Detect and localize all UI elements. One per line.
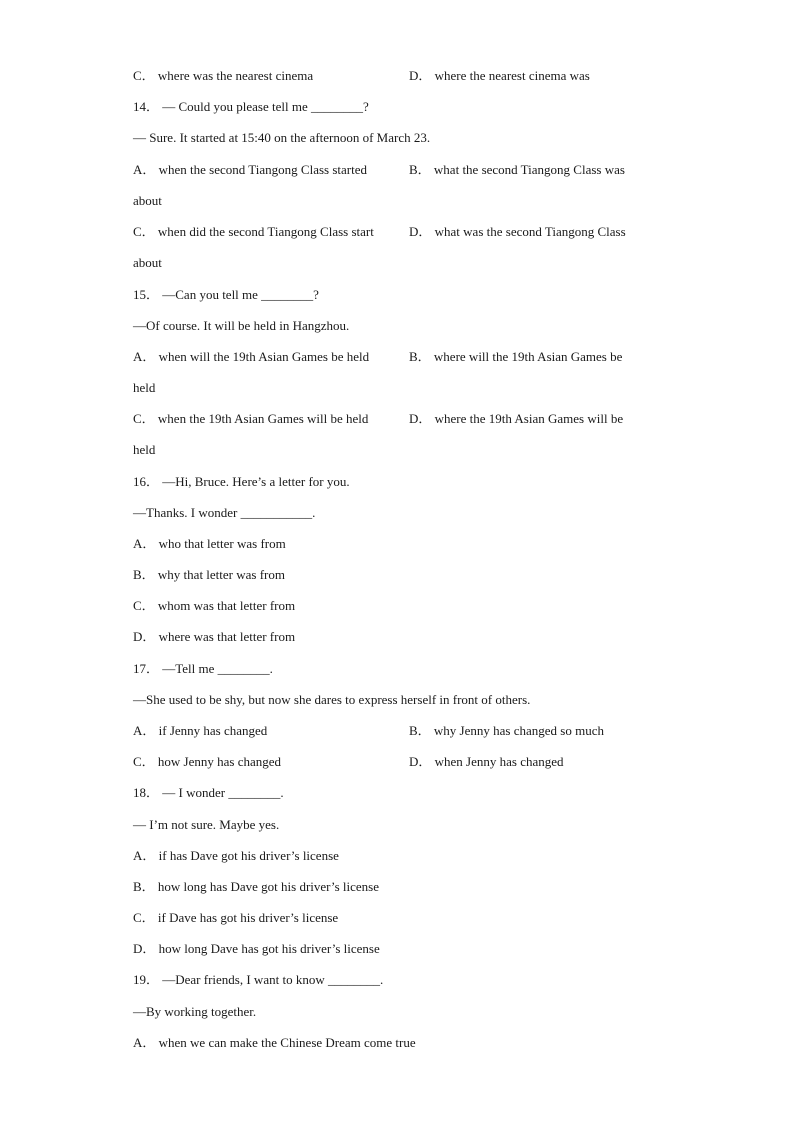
text-line [133,380,155,396]
line-text: 14． — Could you please tell me ________? [133,99,369,114]
line-text: A． when will the 19th Asian Games be held [133,349,370,364]
text-line [133,848,339,864]
text-line [133,1035,416,1051]
text-line [133,567,285,583]
text-line [133,474,350,490]
line-text: about [133,193,162,208]
text-line [133,941,380,957]
line-text: 19． —Dear friends, I want to know ________. [133,972,384,987]
line-text: —By working together. [133,1004,257,1019]
text-line [133,442,155,458]
text-line [133,349,623,365]
line-text: held [133,380,156,395]
text-line [133,879,379,895]
line-text: held [133,442,156,457]
line-text: C． if Dave has got his driver’s license [133,910,339,925]
line-text: C． when did the second Tiangong Class start [133,224,374,239]
text-line [133,224,626,240]
text-line [133,536,286,552]
line-text: D． how long Dave has got his driver’s license [133,941,380,956]
line-text: — I’m not sure. Maybe yes. [133,817,280,832]
line-text: —Thanks. I wonder ___________. [133,505,316,520]
line-text: A． who that letter was from [133,536,286,551]
text-line [133,193,162,209]
text-line [133,505,315,521]
option-text: B． why Jenny has changed so much [409,723,604,738]
text-line [133,68,590,84]
option-text: D． when Jenny has changed [409,754,564,769]
line-text: C． whom was that letter from [133,598,296,613]
text-line [133,754,564,770]
line-text: C． how Jenny has changed [133,754,282,769]
text-line [133,318,349,334]
text-line [133,692,530,708]
text-line [133,162,625,178]
line-text: A． if Jenny has changed [133,723,268,738]
line-text: 16． —Hi, Bruce. Here’s a letter for you. [133,474,350,489]
line-text: B． how long has Dave got his driver’s license [133,879,379,894]
text-line [133,99,369,115]
line-text: B． why that letter was from [133,567,285,582]
text-line [133,817,279,833]
line-text: D． where was that letter from [133,629,296,644]
line-text: A． when we can make the Chinese Dream come true [133,1035,416,1050]
text-line [133,629,295,645]
text-line [133,411,624,427]
text-line [133,287,319,303]
line-text: 18． — I wonder ________. [133,785,284,800]
line-text: 17． —Tell me ________. [133,661,273,676]
line-text: C． where was the nearest cinema [133,68,314,83]
option-text: D． where the 19th Asian Games will be [409,411,624,426]
text-line [133,1004,256,1020]
option-text: B． where will the 19th Asian Games be [409,349,623,364]
line-text: — Sure. It started at 15:40 on the afternoon of March 23. [133,130,431,145]
line-text: —She used to be shy, but now she dares to express herself in front of others. [133,692,531,707]
text-line [133,723,604,739]
text-line [133,785,284,801]
line-text: 15． —Can you tell me ________? [133,287,319,302]
option-text: B． what the second Tiangong Class was [409,162,625,177]
text-line [133,972,383,988]
text-line [133,661,273,677]
line-text: C． when the 19th Asian Games will be held [133,411,369,426]
option-text: D． where the nearest cinema was [409,68,590,83]
text-line [133,130,430,146]
text-line [133,910,338,926]
option-text: D． what was the second Tiangong Class [409,224,626,239]
line-text: A． if has Dave got his driver’s license [133,848,339,863]
text-line [133,255,162,271]
line-text: A． when the second Tiangong Class started [133,162,367,177]
line-text: about [133,255,162,270]
line-text: —Of course. It will be held in Hangzhou. [133,318,350,333]
text-line [133,598,295,614]
